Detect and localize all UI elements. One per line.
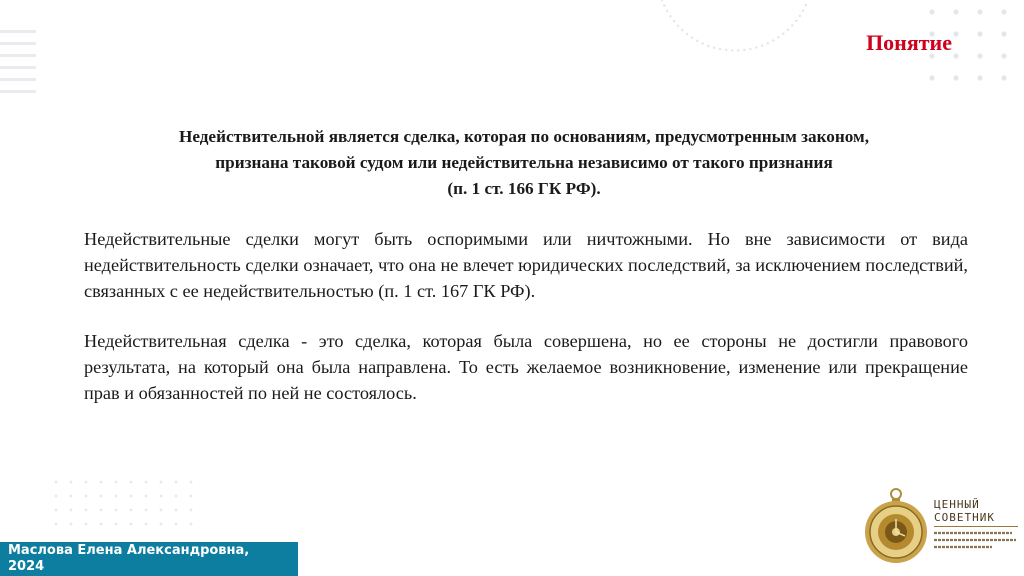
- author-year: 2024: [8, 559, 45, 574]
- decor-dot: [55, 523, 58, 526]
- decor-dot: [977, 9, 982, 14]
- decor-dot: [929, 75, 934, 80]
- decor-dot: [145, 495, 148, 498]
- decor-dot: [85, 523, 88, 526]
- decor-dot: [1001, 9, 1006, 14]
- definition-line: (п. 1 ст. 166 ГК РФ).: [447, 179, 601, 198]
- decor-dot: [100, 481, 103, 484]
- decor-dot: [160, 523, 163, 526]
- decor-dot: [130, 495, 133, 498]
- decor-dot: [115, 523, 118, 526]
- decorative-dot-grid-bottom: [50, 476, 200, 530]
- decor-dot: [175, 495, 178, 498]
- definition-line: признана таковой судом или недействительна независимо от такого признания: [215, 153, 833, 172]
- decor-dot: [130, 523, 133, 526]
- logo-tagline-lettering: [934, 530, 1020, 554]
- decor-dot: [70, 523, 73, 526]
- decor-dot: [145, 481, 148, 484]
- paragraph-explanation: Недействительная сделка - это сделка, которая была совершена, но ее стороны не достигли правового результата, на который она была направлена. То есть желаемое возникновение, изменение или прекращение прав и обязанностей по ней не состоялось.: [84, 331, 968, 403]
- decor-dot: [1001, 75, 1006, 80]
- logo-name-line: СОВЕТНИК: [934, 511, 995, 524]
- decor-dot: [175, 509, 178, 512]
- decor-dot: [160, 495, 163, 498]
- logo-wordmark: [934, 498, 995, 524]
- decor-dot: [55, 481, 58, 484]
- decor-dot: [190, 523, 193, 526]
- author-name: Маслова Елена Александровна,: [8, 543, 250, 558]
- decor-dot: [55, 495, 58, 498]
- decor-dot: [160, 509, 163, 512]
- decor-dot: [145, 509, 148, 512]
- decor-dot: [929, 9, 934, 14]
- definition-line: Недействительной является сделка, которая по основаниям, предусмотренным законом,: [178, 127, 870, 146]
- decor-dot: [977, 53, 982, 58]
- pocket-watch-icon: [862, 486, 932, 566]
- decor-dot: [85, 495, 88, 498]
- decor-dot: [190, 509, 193, 512]
- decor-dot: [977, 75, 982, 80]
- decor-dot: [130, 509, 133, 512]
- logo-divider: [934, 526, 1018, 527]
- author-bar: [0, 542, 298, 576]
- decor-dot: [1001, 31, 1006, 36]
- decor-dot: [70, 495, 73, 498]
- decor-dot: [160, 481, 163, 484]
- decor-dot: [85, 509, 88, 512]
- decor-dot: [145, 523, 148, 526]
- decor-dot: [85, 481, 88, 484]
- decor-dot: [175, 481, 178, 484]
- decor-dot: [115, 509, 118, 512]
- slide-title: Понятие: [866, 30, 952, 55]
- decor-dot: [100, 523, 103, 526]
- decor-dot: [115, 495, 118, 498]
- decor-dot: [115, 481, 118, 484]
- decor-dot: [190, 495, 193, 498]
- decor-dot: [977, 31, 982, 36]
- decor-dot: [70, 481, 73, 484]
- paragraph-types: Недействительные сделки могут быть оспоримыми или ничтожными. Но вне зависимости от вида недействительность сделки означает, что она не влечет юридических последствий, за исключением последствий, связанных с ее недействительностью (п. 1 ст. 167 ГК РФ).: [84, 229, 968, 301]
- decor-dot: [55, 509, 58, 512]
- decor-dot: [130, 481, 133, 484]
- decor-dot: [953, 53, 958, 58]
- decor-dot: [953, 9, 958, 14]
- decorative-lines: [0, 30, 36, 102]
- decor-dot: [100, 495, 103, 498]
- decor-dot: [175, 523, 178, 526]
- decor-dot: [953, 75, 958, 80]
- decor-dot: [100, 509, 103, 512]
- decor-dot: [70, 509, 73, 512]
- decor-dot: [953, 31, 958, 36]
- logo-name-line: ЦЕННЫЙ: [934, 498, 980, 511]
- definition-block: [80, 124, 968, 202]
- decor-dot: [1001, 53, 1006, 58]
- organization-logo: [862, 486, 1022, 566]
- decor-dot: [190, 481, 193, 484]
- decorative-dotted-arc: [650, 0, 820, 80]
